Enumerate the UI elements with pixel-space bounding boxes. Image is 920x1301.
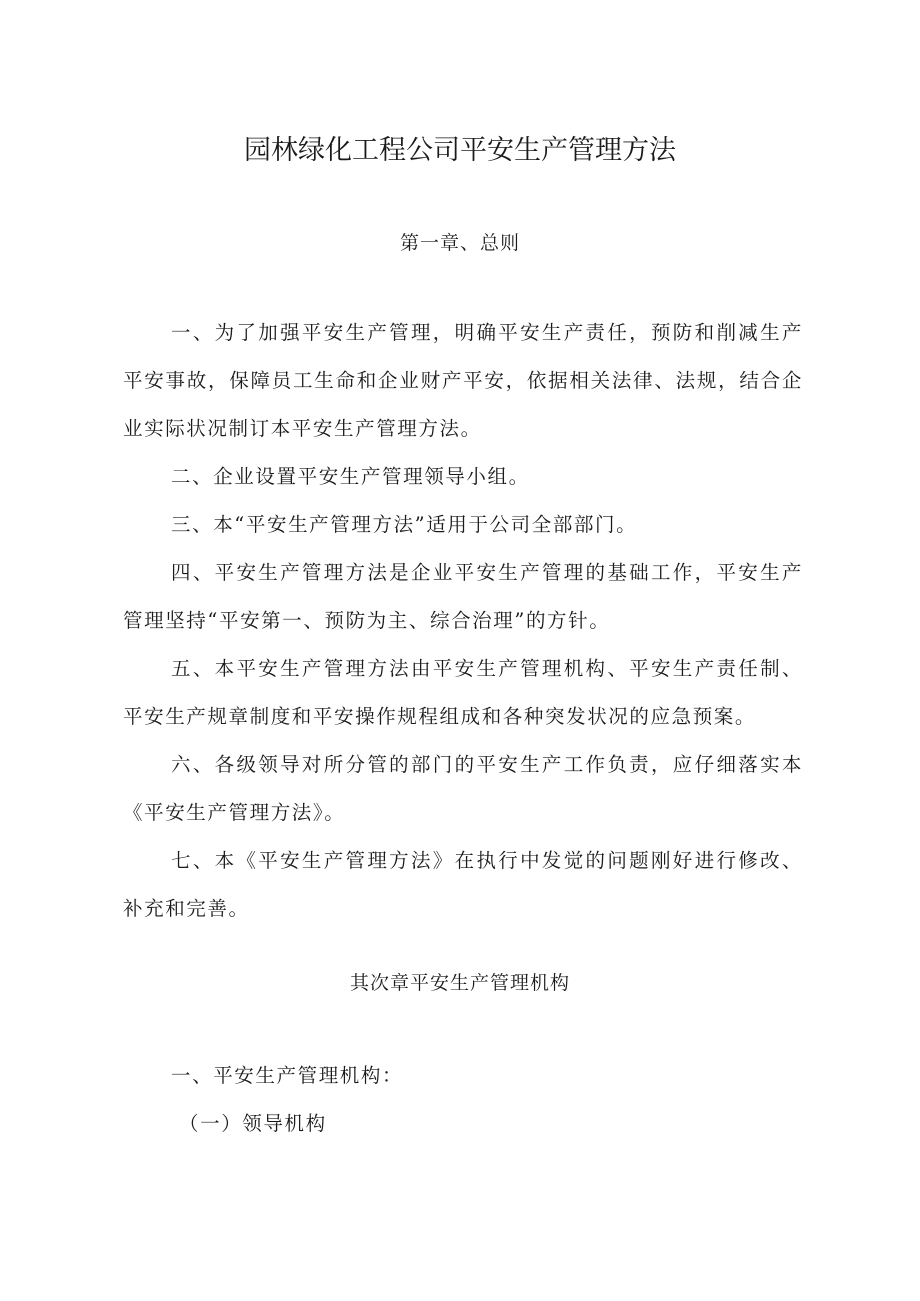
- clause-5: 五、本平安生产管理方法由平安生产管理机构、平安生产责任制、平安生产规章制度和平安操作规程组成和各种突发状况的应急预案。: [123, 657, 803, 728]
- chapter-1-clauses: [123, 309, 803, 933]
- document-title: 园林绿化工程公司平安生产管理方法: [244, 135, 676, 166]
- clause-2: 二、企业设置平安生产管理领导小组。: [171, 465, 530, 488]
- chapter-2-heading: 其次章平安生产管理机构: [349, 972, 570, 994]
- clause-1: 一、为了加强平安生产管理，明确平安生产责任，预防和削减生产平安事故，保障员工生命和企业财产平安，依据相关法律、法规，结合企业实际状况制订本平安生产管理方法。: [123, 321, 803, 440]
- chapter-1-heading: 第一章、总则: [399, 232, 520, 254]
- clause-4: 四、平安生产管理方法是企业平安生产管理的基础工作，平安生产管理坚持“平安第一、预防为主、综合治理”的方针。: [123, 561, 803, 632]
- chapter-2-subitem-1: （一）领导机构: [179, 1112, 327, 1135]
- clause-6: 六、各级领导对所分管的部门的平安生产工作负责，应仔细落实本《平安生产管理方法》。: [123, 753, 803, 824]
- clause-3: 三、本“平安生产管理方法”适用于公司全部部门。: [171, 513, 638, 536]
- chapter-2-item-1: 一、平安生产管理机构：: [171, 1064, 404, 1087]
- clause-7: 七、本《平安生产管理方法》在执行中发觉的问题刚好进行修改、补充和完善。: [123, 849, 803, 920]
- chapter-2-body: [123, 1052, 803, 1148]
